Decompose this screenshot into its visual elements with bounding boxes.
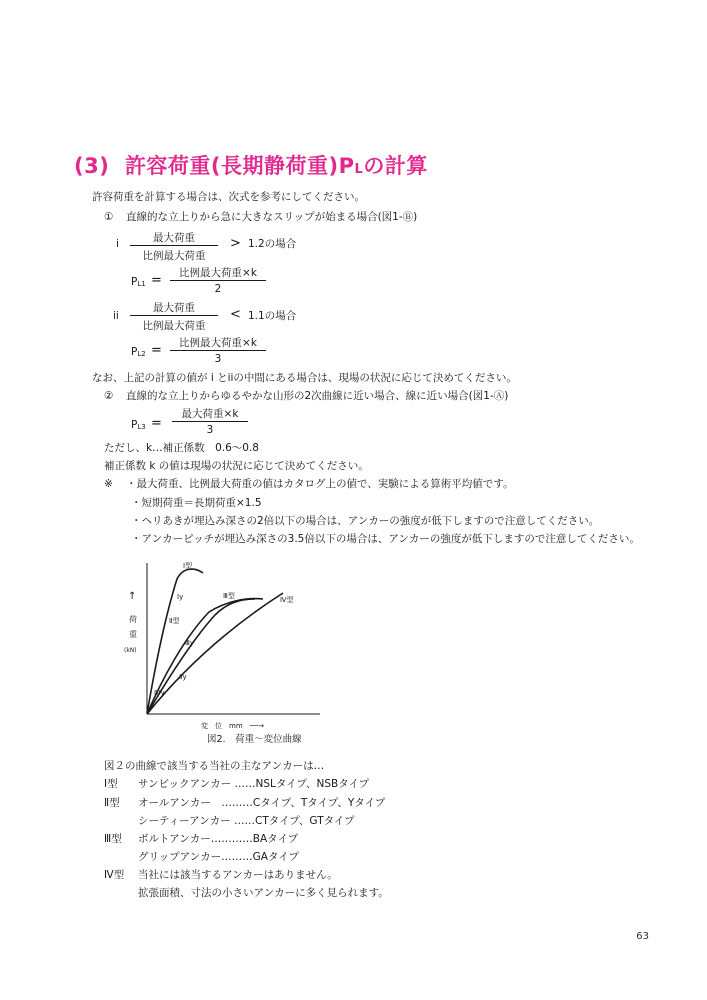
case2-text: 直線的な立上りからゆるやかな山形の2次曲線に近い場合、線に近い場合(図1-Ⓐ) [126, 390, 509, 402]
curve-label: Ⅲ型 [223, 592, 235, 600]
cond-i-label: i [116, 238, 119, 250]
curve-label: Ⅳ型 [280, 596, 294, 604]
k-coefficient-note-2: 補正係数 k の値は現場の状況に応じて決めてください。 [104, 460, 369, 472]
curve-label: Ⅱy [179, 673, 187, 681]
note-bullet: ・ヘリあきが埋込み深さの2倍以下の場合は、アンカーの強度が低下しますので注意してください。 [131, 515, 600, 527]
heading-number: (3) [74, 154, 110, 178]
x-axis-label: 変 位 mm ──→ [201, 722, 264, 730]
cond-i-fraction-bar [130, 245, 218, 246]
y-axis-label-2: 重 [129, 630, 137, 639]
type-description: グリップアンカー………GAタイプ [138, 851, 299, 863]
note-bullet: ・最大荷重、比例最大荷重の値はカタログ上の値で、実験による算術平均値です。 [126, 478, 514, 490]
cond-ii-value: 1.1の場合 [248, 310, 297, 322]
type-description: ボルトアンカー…………BAタイプ [138, 833, 299, 845]
heading-title: 許容荷重(長期静荷重)P [124, 154, 355, 178]
cond-ii-operator: < [230, 307, 241, 322]
case2-marker: ② [104, 390, 114, 402]
note-bullet: ・アンカーピッチが埋込み深さの3.5倍以下の場合は、アンカーの強度が低下しますので注意してください。 [131, 533, 640, 545]
cond-ii-fraction-bar [130, 315, 218, 316]
y-axis-label-3: (kN) [124, 647, 137, 654]
curve-label: Ⅰ型 [183, 562, 193, 570]
case1-marker: ① [104, 211, 114, 223]
pl3-equals: = [151, 416, 162, 431]
heading-tail: の計算 [363, 154, 428, 178]
section-heading [74, 150, 428, 180]
y-axis-arrow: ↑ [128, 591, 137, 602]
cond-ii-label: ii [113, 310, 119, 322]
type-description: 拡張面積、寸法の小さいアンカーに多く見られます。 [138, 887, 389, 899]
pl1-numerator: 比例最大荷重×k [179, 267, 257, 279]
type-description: サンビックアンカー ……NSLタイプ、NSBタイプ [138, 778, 370, 790]
case1-text: 直線的な立上りから急に大きなスリップが始まる場合(図1-Ⓑ) [126, 211, 418, 223]
type-label: Ⅳ型 [104, 869, 125, 881]
curve-label: Ⅲy [185, 639, 194, 647]
cond-i-numerator: 最大荷重 [153, 232, 195, 244]
figure-caption: 図2. 荷重～変位曲線 [207, 734, 302, 745]
pl1-fraction-bar [170, 280, 266, 281]
pl2-denominator: 3 [214, 353, 222, 365]
y-axis-label-1: 荷 [129, 615, 137, 624]
types-intro: 図２の曲線で該当する当社の主なアンカーは… [104, 760, 325, 772]
cond-ii-denominator: 比例最大荷重 [142, 320, 206, 332]
load-displacement-figure [115, 557, 330, 742]
pl2-fraction-bar [170, 350, 266, 351]
page-number: 63 [636, 931, 649, 942]
type-label: Ⅰ型 [104, 778, 118, 790]
intro-text: 許容荷重を計算する場合は、次式を参考にしてください。 [92, 191, 365, 203]
cond-i-operator: > [230, 236, 241, 251]
pl1-denominator: 2 [214, 283, 222, 295]
cond-ii-numerator: 最大荷重 [153, 302, 195, 314]
type-label: Ⅲ型 [104, 833, 122, 845]
k-coefficient-note: ただし、k…補正係数 0.6～0.8 [104, 442, 259, 454]
pl2-symbol: $P_{L2}$ [131, 346, 146, 358]
curve-label: Ⅱ型 [169, 617, 180, 625]
curve-label: Ⅰy [177, 593, 184, 601]
pl3-fraction-bar [172, 421, 248, 422]
notes-marker: ※ [104, 478, 113, 490]
pl2-equals: = [151, 343, 162, 358]
type-description: シーティーアンカー ……CTタイプ、GTタイプ [138, 815, 355, 827]
type-description: 当社には該当するアンカーはありません。 [138, 869, 338, 881]
cond-i-value: 1.2の場合 [248, 238, 297, 250]
pl1-symbol: $P_{L1}$ [131, 276, 146, 288]
pl3-symbol: $P_{L3}$ [131, 419, 146, 431]
heading-subscript: L [354, 162, 364, 177]
cond-i-denominator: 比例最大荷重 [142, 250, 206, 262]
pl3-denominator: 3 [206, 424, 214, 436]
pl2-numerator: 比例最大荷重×k [179, 337, 257, 349]
type-label: Ⅱ型 [104, 797, 120, 809]
middle-case-note: なお、上記の計算の値が i とiiの中間にある場合は、現場の状況に応じて決めてください。 [92, 372, 517, 384]
pl3-numerator: 最大荷重×k [181, 408, 239, 420]
type-description: オールアンカー ………Cタイプ、Tタイプ、Yタイプ [138, 797, 386, 809]
curve-label: Ⅳy [154, 689, 165, 697]
note-bullet: ・短期荷重＝長期荷重×1.5 [131, 497, 262, 509]
pl1-equals: = [151, 273, 162, 288]
